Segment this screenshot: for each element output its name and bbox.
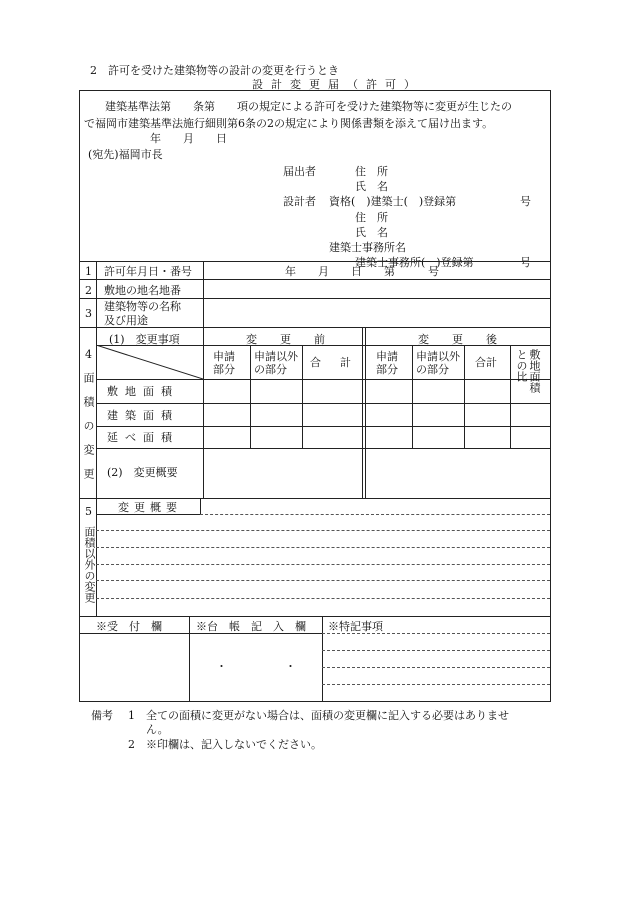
- site-area-label: 敷地面積: [107, 385, 179, 398]
- remark-1-text: 全ての面積に変更がない場合は、面積の変更欄に記入する必要はありませ: [146, 709, 509, 722]
- building-area-label: 建築面積: [107, 409, 179, 422]
- after-applied-col-1: 申請: [376, 350, 398, 363]
- designer-go: 号: [520, 195, 531, 208]
- area-change-side-label: 面積の変更: [82, 372, 95, 492]
- rule: [302, 345, 303, 448]
- remark-2-number: 2: [128, 738, 135, 751]
- site-address-field[interactable]: [210, 284, 540, 297]
- rule: [412, 345, 413, 448]
- dashed-rule: [96, 530, 550, 531]
- before-applied-col-1: 申請: [213, 350, 235, 363]
- rule: [96, 379, 551, 380]
- form-title: 設計変更届（許可）: [252, 78, 423, 91]
- designer-name-label[interactable]: 氏 名: [355, 226, 388, 239]
- section-heading: 2 許可を受けた建築物等の設計の変更を行うとき: [90, 64, 339, 77]
- addressee: (宛先)福岡市長: [88, 148, 163, 161]
- rule: [365, 327, 366, 498]
- dashed-rule: [322, 650, 550, 651]
- after-other-col-2: の部分: [416, 363, 449, 376]
- rule: [203, 327, 204, 498]
- designer-qualification[interactable]: 資格( )建築士( )登録第: [329, 195, 457, 208]
- rule: [362, 327, 363, 498]
- site-ratio-label: 敷地面積との比: [515, 349, 541, 393]
- ledger-dot-1: ・: [216, 660, 227, 673]
- row-3-number: 3: [85, 307, 92, 320]
- dashed-rule: [322, 684, 550, 685]
- section-4-number: 4: [85, 348, 92, 361]
- applicant-name-label[interactable]: 氏 名: [355, 180, 388, 193]
- rule: [79, 261, 551, 262]
- rule: [96, 403, 551, 404]
- designer-address-label[interactable]: 住 所: [355, 211, 388, 224]
- rule: [79, 327, 551, 328]
- rule: [189, 616, 190, 702]
- floor-area-label: 延べ面積: [107, 431, 179, 444]
- building-use-label: 及び用途: [104, 314, 148, 327]
- diagonal-rule: [96, 345, 203, 379]
- dashed-rule: [96, 580, 550, 581]
- intro-line-1: 建築基準法第 条第 項の規定による許可を受けた建築物等に変更が生じたの: [105, 100, 512, 113]
- before-other-col-1: 申請以外: [254, 350, 298, 363]
- dashed-rule: [200, 514, 550, 515]
- rule: [464, 345, 465, 448]
- permit-date-label: 許可年月日・番号: [104, 265, 192, 278]
- rule: [96, 426, 551, 427]
- rule: [203, 261, 204, 327]
- intro-line-2: で福岡市建築基準法施行細則第6条の2の規定により関係書類を添えて届け出ます。: [84, 117, 494, 130]
- rule: [79, 279, 551, 280]
- special-notes-header: ※特記事項: [328, 620, 383, 633]
- designer-label: 設計者: [283, 195, 316, 208]
- rule: [250, 345, 251, 448]
- after-header: 変 更 後: [418, 333, 503, 346]
- office-go: 号: [520, 256, 531, 269]
- building-name-field[interactable]: [210, 305, 540, 318]
- row-1-number: 1: [85, 265, 92, 278]
- dashed-rule: [96, 547, 550, 548]
- rule: [200, 498, 201, 514]
- office-name-label[interactable]: 建築士事務所名: [329, 241, 406, 254]
- site-ratio-header: [515, 349, 547, 403]
- applicant-address-label[interactable]: 住 所: [355, 165, 388, 178]
- rule: [79, 633, 322, 634]
- remark-1-text-cont: ん。: [146, 723, 169, 736]
- before-other-col-2: の部分: [254, 363, 287, 376]
- rule: [96, 514, 200, 515]
- reception-header: ※受 付 欄: [96, 620, 162, 633]
- change-summary-label: (2) 変更概要: [107, 466, 178, 479]
- after-total-col: 合計: [475, 356, 497, 369]
- before-applied-col-2: 部分: [213, 363, 235, 376]
- after-other-col-1: 申請以外: [416, 350, 460, 363]
- date-field[interactable]: 年 月 日: [150, 132, 227, 145]
- section-5-number: 5: [85, 505, 92, 518]
- dashed-rule: [322, 633, 550, 634]
- site-address-label: 敷地の地名地番: [104, 284, 181, 297]
- permit-date-field[interactable]: 年 月 日 第 号: [285, 265, 439, 278]
- before-header: 変 更 前: [246, 333, 331, 346]
- dashed-rule: [96, 564, 550, 565]
- dashed-rule: [322, 667, 550, 668]
- row-2-number: 2: [85, 284, 92, 297]
- remark-2-text: ※印欄は、記入しないでください。: [146, 738, 322, 751]
- ledger-header: ※台 帳 記 入 欄: [196, 620, 306, 633]
- remarks-label: 備考: [91, 709, 113, 722]
- applicant-label: 届出者: [283, 165, 316, 178]
- building-name-label: 建築物等の名称: [104, 300, 181, 313]
- office-registration[interactable]: 建築士事務所( )登録第: [355, 256, 474, 269]
- rule: [79, 616, 551, 617]
- rule: [79, 298, 551, 299]
- after-applied-col-2: 部分: [376, 363, 398, 376]
- rule: [96, 261, 97, 327]
- rule: [96, 448, 551, 449]
- dashed-rule: [96, 598, 550, 599]
- ledger-dot-2: ・: [285, 660, 296, 673]
- other-summary-label: 変更概要: [118, 501, 182, 514]
- rule: [79, 498, 551, 499]
- change-items-header: (1) 変更事項: [109, 333, 180, 346]
- rule: [510, 345, 511, 448]
- before-total-col: 合 計: [310, 356, 355, 369]
- other-change-side-label: 面積以外の変更: [83, 526, 96, 603]
- rule: [322, 616, 323, 702]
- remark-1-number: 1: [128, 709, 135, 722]
